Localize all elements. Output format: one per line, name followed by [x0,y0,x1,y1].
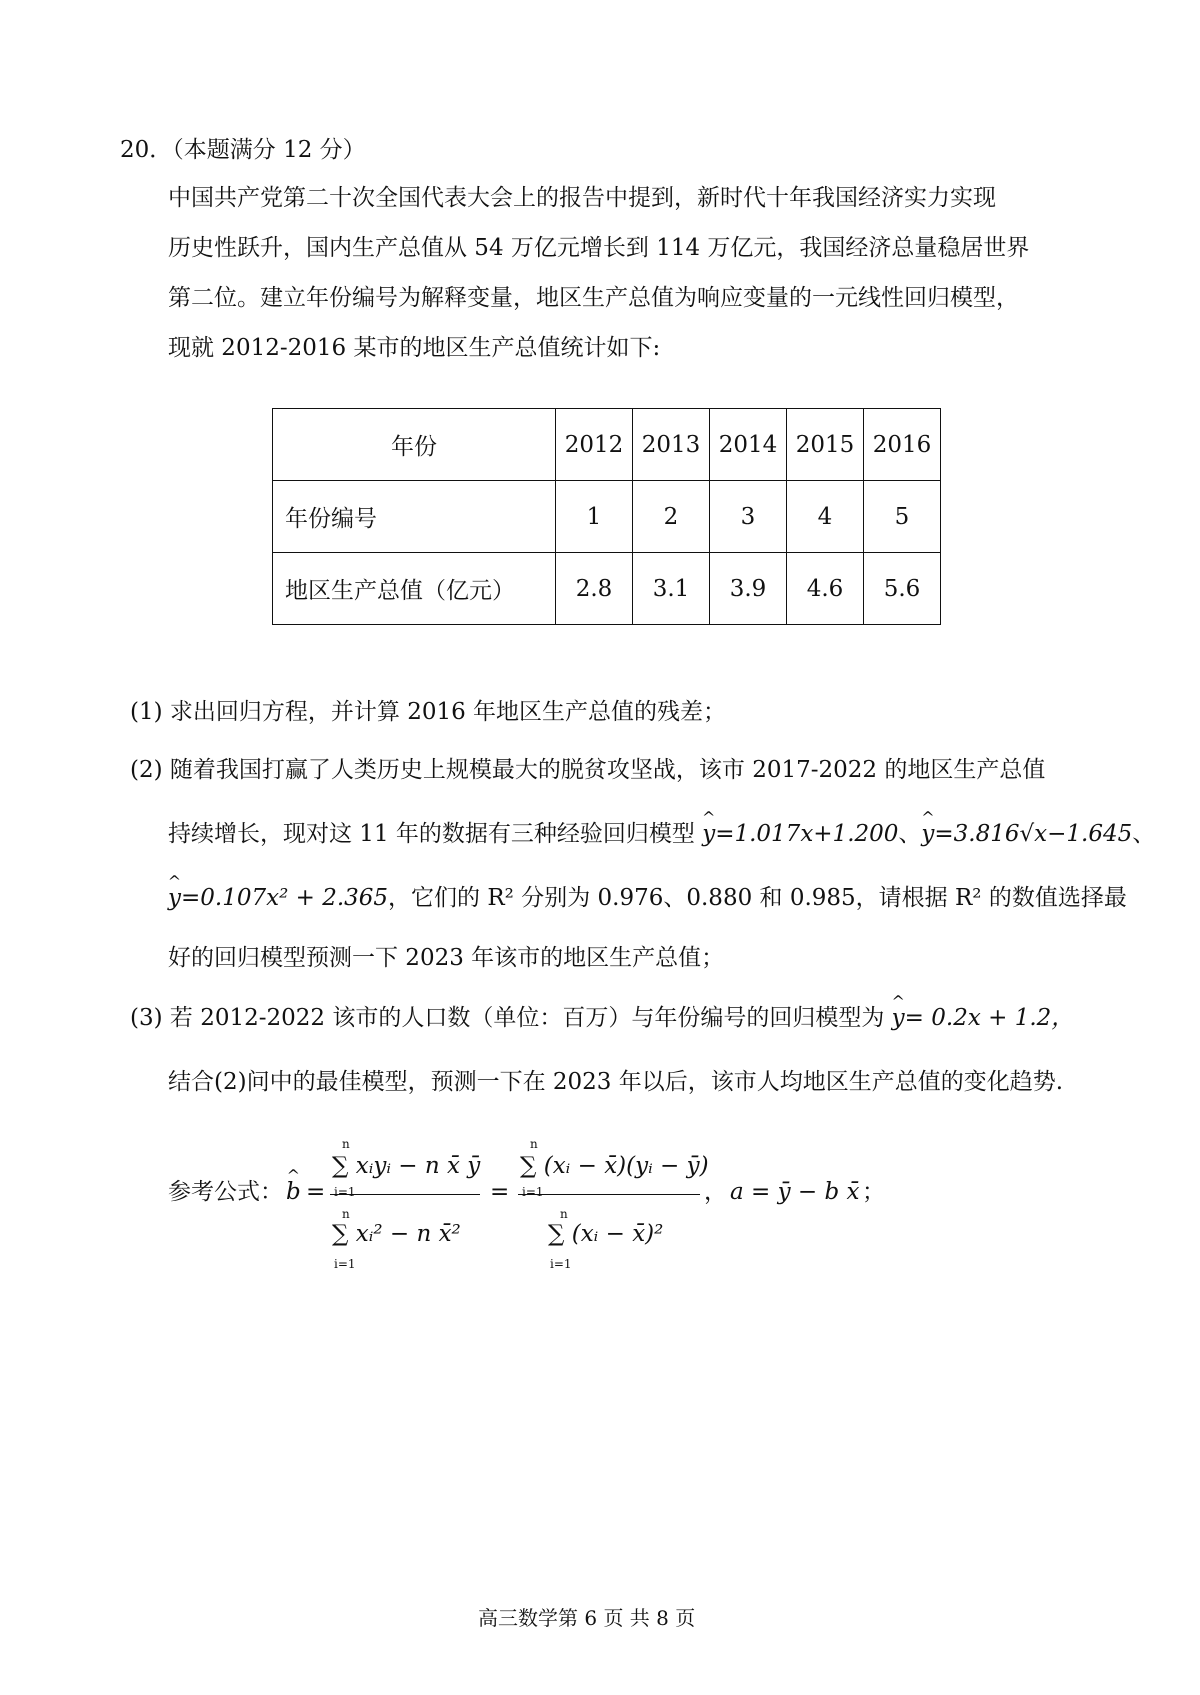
fraction-2-numerator: ∑ (xᵢ − x̄)(yᵢ − ȳ) [520,1153,709,1179]
sum-top-label: n [342,1137,350,1151]
table-row-label: 年份编号 [273,481,556,553]
table-cell: 2015 [787,409,864,481]
formula-equals: = [490,1179,510,1205]
fraction-1-denominator: ∑ xᵢ² − n x̄² [332,1221,461,1247]
table-cell: 3.9 [710,553,787,625]
table-row-label: 地区生产总值（亿元） [273,553,556,625]
hat-y-symbol: ^ y [892,1004,905,1032]
sum-bottom-label: i=1 [334,1257,356,1271]
question-2-line-1: (2) 随着我国打赢了人类历史上规模最大的脱贫攻坚战，该市 2017-2022 的地区生产总值 [130,757,1046,783]
formula-label: 参考公式： [168,1179,283,1205]
question-1: (1) 求出回归方程，并计算 2016 年地区生产总值的残差； [130,699,727,725]
model-1: =1.017x+1.200 [715,821,899,847]
table-row-label: 年份 [273,409,556,481]
formula-equals: = [306,1179,326,1205]
table-row [273,553,941,625]
table-cell: 2012 [556,409,633,481]
model-2: =3.816√x−1.645 [934,821,1133,847]
intro-line-2: 历史性跃升，国内生产总值从 54 万亿元增长到 114 万亿元，我国经济总量稳居世界 [168,235,1030,261]
question-2-line-2 [168,820,1155,848]
page-footer: 高三数学第 6 页 共 8 页 [478,1606,696,1630]
fraction-line [518,1194,700,1195]
sum-top-label: n [560,1207,568,1221]
gdp-table [272,408,941,625]
table-row [273,409,941,481]
problem-heading: 20．（本题满分 12 分） [120,137,366,163]
separator: 、 [898,821,922,847]
table-cell: 3.1 [633,553,710,625]
separator: 、 [1132,821,1156,847]
sum-top-label: n [342,1207,350,1221]
table-cell: 1 [556,481,633,553]
model-3: =0.107x² + 2.365 [181,885,389,911]
hat-y-symbol: ^ y [702,820,715,848]
formula-comma: ， [704,1179,727,1205]
question-2-text: ，它们的 R² 分别为 0.976、0.880 和 0.985，请根据 R² 的数值选择最 [388,885,1127,911]
intro-line-1: 中国共产党第二十次全国代表大会上的报告中提到，新时代十年我国经济实力实现 [168,185,996,211]
formula-b: ^ b [286,1178,301,1206]
question-2-text: 持续增长，现对这 11 年的数据有三种经验回归模型 [168,821,695,847]
table-cell: 2016 [864,409,941,481]
sum-bottom-label: i=1 [334,1185,356,1199]
table-cell: 4 [787,481,864,553]
question-3-text: (3) 若 2012-2022 该市的人口数（单位：百万）与年份编号的回归模型为 [130,1005,885,1031]
population-model: = 0.2x + 1.2， [904,1005,1075,1031]
question-2-line-3 [168,884,1127,912]
table-cell: 4.6 [787,553,864,625]
table-cell: 2014 [710,409,787,481]
formula-a: a = ȳ − b x̄ [730,1179,860,1205]
table-cell: 2013 [633,409,710,481]
question-3-line-2: 结合(2)问中的最佳模型，预测一下在 2023 年以后，该市人均地区生产总值的变化趋势. [168,1069,1064,1095]
formula-end: ； [862,1179,885,1205]
fraction-line [330,1194,480,1195]
hat-y-symbol: ^ y [168,884,181,912]
sum-top-label: n [530,1137,538,1151]
hat-y-symbol: ^ y [921,820,934,848]
intro-line-4: 现就 2012-2016 某市的地区生产总值统计如下: [168,335,661,361]
table-row [273,481,941,553]
fraction-2-denominator: ∑ (xᵢ − x̄)² [548,1221,664,1247]
intro-line-3: 第二位。建立年份编号为解释变量，地区生产总值为响应变量的一元线性回归模型， [168,285,1019,311]
table-cell: 5 [864,481,941,553]
sum-bottom-label: i=1 [522,1185,544,1199]
question-2-line-4: 好的回归模型预测一下 2023 年该市的地区生产总值； [168,945,725,971]
question-3-line-1 [130,1004,1074,1032]
table-cell: 5.6 [864,553,941,625]
fraction-1-numerator: ∑ xᵢyᵢ − n x̄ ȳ [332,1153,481,1179]
table-cell: 3 [710,481,787,553]
sum-bottom-label: i=1 [550,1257,572,1271]
table-cell: 2.8 [556,553,633,625]
table-cell: 2 [633,481,710,553]
